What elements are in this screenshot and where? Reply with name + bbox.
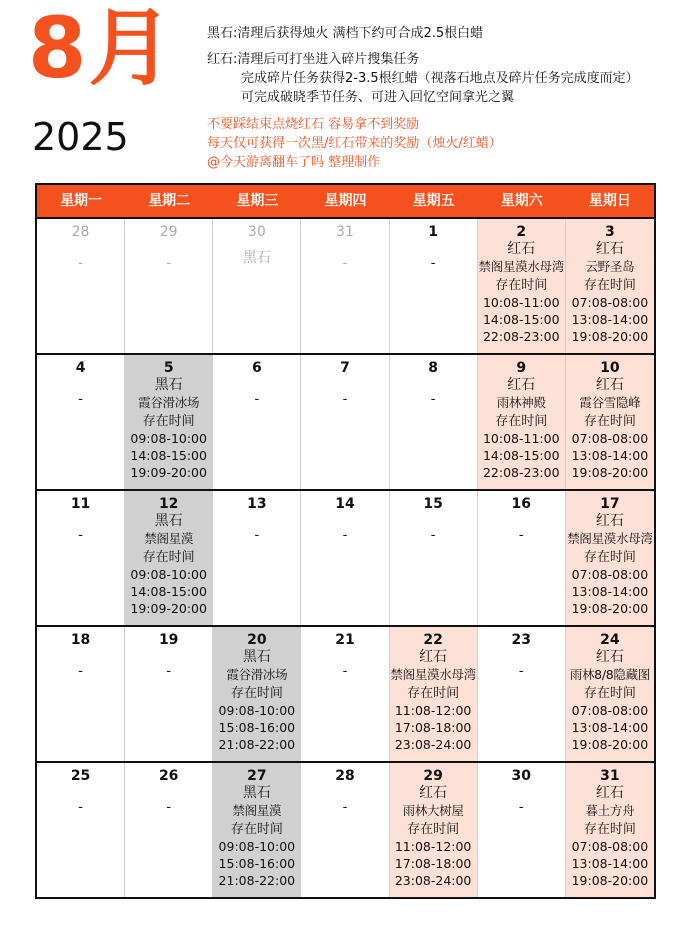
day-cell-black-stone [125, 491, 213, 625]
day-number: 29 [423, 768, 443, 784]
empty-dash: - [518, 800, 524, 815]
day-cell [301, 627, 389, 761]
time-slot: 23:08-24:00 [394, 873, 472, 888]
empty-dash: - [342, 528, 348, 543]
day-cell [301, 219, 389, 353]
stone-location: 霞谷滑冰场 [226, 667, 288, 682]
empty-dash: - [78, 664, 83, 679]
stone-type: 黑石 [242, 649, 271, 665]
day-number: 7 [340, 360, 350, 376]
time-slot: 23:08-24:00 [394, 737, 472, 752]
time-label: 存在时间 [230, 822, 283, 837]
stone-type: 红石 [419, 649, 448, 665]
day-cell [390, 355, 478, 489]
time-slot: 21:08-22:00 [218, 873, 296, 888]
time-slot: 07:08-08:00 [571, 295, 649, 310]
day-number: 22 [423, 632, 443, 648]
month-title: 8月 [28, 0, 175, 97]
time-slot: 14:08-15:00 [130, 584, 207, 599]
week-row [37, 491, 654, 627]
day-number: 26 [158, 768, 179, 784]
weekday-label: 星期六 [500, 193, 543, 209]
day-cell [37, 627, 125, 761]
weekday-label: 星期日 [588, 193, 631, 209]
stone-location: 云野圣岛 [585, 259, 635, 274]
time-slot: 19:08-20:00 [571, 465, 649, 480]
day-number: 31 [336, 224, 354, 240]
empty-dash: - [342, 392, 348, 407]
day-number: 10 [600, 360, 620, 376]
empty-dash: - [254, 392, 260, 407]
time-label: 存在时间 [407, 686, 460, 701]
empty-dash: - [342, 256, 348, 271]
day-cell [213, 355, 301, 489]
stone-type: 红石 [595, 241, 624, 257]
time-slot: 07:08-08:00 [571, 839, 649, 854]
time-slot: 19:08-20:00 [571, 737, 649, 752]
day-number: 24 [600, 632, 620, 648]
weekday-label: 星期四 [324, 193, 367, 209]
week-row [37, 355, 654, 491]
time-slot: 14:08-15:00 [482, 448, 560, 463]
empty-dash: - [166, 664, 172, 679]
day-cell-red-stone [566, 627, 654, 761]
empty-dash: - [342, 664, 348, 679]
empty-dash: - [166, 800, 172, 815]
time-slot: 19:09-20:00 [130, 601, 207, 616]
empty-dash: - [342, 800, 348, 815]
day-number: 13 [247, 496, 267, 512]
time-slot: 09:08-10:00 [130, 567, 207, 582]
empty-dash: - [518, 528, 524, 543]
day-number: 27 [247, 768, 267, 784]
empty-dash: - [78, 256, 83, 271]
time-label: 存在时间 [142, 550, 195, 565]
time-label: 存在时间 [583, 550, 636, 565]
empty-dash: - [78, 528, 83, 543]
time-slot: 17:08-18:00 [394, 720, 472, 735]
day-number: 12 [158, 496, 179, 512]
time-slot: 13:08-14:00 [571, 312, 649, 327]
stone-type: 黑石 [242, 785, 271, 801]
time-slot: 19:08-20:00 [571, 873, 649, 888]
time-label: 存在时间 [495, 414, 548, 429]
day-cell [478, 627, 566, 761]
stone-location: 禁阁星漠 [232, 803, 282, 818]
time-slot: 11:08-12:00 [394, 839, 472, 854]
day-number: 28 [335, 768, 355, 784]
stone-location: 霞谷滑冰场 [138, 395, 200, 410]
time-slot: 14:08-15:00 [130, 448, 207, 463]
note-black-stone: 黑石:清理后获得烛火 满档下约可合成2.5根白蜡 [207, 26, 484, 41]
day-number: 6 [251, 360, 262, 376]
week-row [37, 763, 654, 899]
day-number: 30 [511, 768, 531, 784]
empty-dash: - [78, 392, 83, 407]
time-slot: 13:08-14:00 [571, 448, 649, 463]
time-slot: 11:08-12:00 [394, 703, 472, 718]
time-label: 存在时间 [142, 414, 195, 429]
time-slot: 13:08-14:00 [571, 856, 649, 871]
day-cell [125, 763, 213, 897]
time-slot: 09:08-10:00 [130, 431, 207, 446]
time-slot: 13:08-14:00 [571, 720, 649, 735]
day-number: 19 [158, 632, 179, 648]
day-number: 30 [247, 224, 266, 240]
note-red-stone-extra: 可完成破晓季节任务、可进入回忆空间拿光之翼 [241, 90, 515, 105]
time-slot: 15:08-16:00 [218, 720, 296, 735]
stone-type: 红石 [595, 649, 624, 665]
calendar-grid [35, 183, 656, 899]
note-red-stone-reward: 完成碎片任务获得2-3.5根红蜡（视落石地点及碎片任务完成度而定） [241, 71, 639, 86]
day-cell [301, 355, 389, 489]
day-number: 29 [159, 224, 178, 240]
weekday-label: 星期三 [236, 193, 279, 209]
stone-location: 禁阁星漠 [144, 531, 194, 546]
day-cell [125, 219, 213, 353]
time-slot: 17:08-18:00 [394, 856, 472, 871]
day-cell-red-stone [566, 219, 654, 353]
time-slot: 10:08-11:00 [482, 431, 560, 446]
day-cell-red-stone [478, 355, 566, 489]
day-cell [213, 491, 301, 625]
time-label: 存在时间 [495, 278, 548, 293]
stone-location: 禁阁星漠水母湾 [390, 667, 476, 682]
weekday-label: 星期一 [60, 193, 103, 209]
day-cell [478, 491, 566, 625]
weekday-header [37, 185, 654, 219]
day-number: 17 [600, 496, 620, 512]
time-slot: 07:08-08:00 [571, 431, 649, 446]
warning-note: 不要踩结束点烧红石 容易拿不到奖励 [207, 117, 420, 132]
stone-type: 黑石 [154, 377, 183, 393]
day-number: 18 [70, 632, 91, 648]
stone-type: 红石 [595, 513, 624, 529]
stone-location: 禁阁星漠水母湾 [478, 259, 564, 274]
day-cell-black-stone [125, 355, 213, 489]
day-cell-black-stone [213, 627, 301, 761]
stone-type: 红石 [507, 241, 536, 257]
weekday-label: 星期五 [412, 193, 455, 209]
day-cell-red-stone [566, 491, 654, 625]
time-slot: 09:08-10:00 [218, 703, 296, 718]
time-slot: 21:08-22:00 [218, 737, 296, 752]
time-slot: 14:08-15:00 [482, 312, 560, 327]
weekday-label: 星期二 [148, 193, 191, 209]
day-number: 25 [70, 768, 91, 784]
time-slot: 22:08-23:00 [482, 465, 560, 480]
empty-dash: - [254, 528, 260, 543]
time-label: 存在时间 [583, 822, 636, 837]
day-cell-red-stone [478, 219, 566, 353]
day-number: 9 [516, 360, 527, 376]
stone-location: 禁阁星漠水母湾 [567, 531, 653, 546]
day-number: 11 [70, 496, 91, 512]
day-cell [37, 763, 125, 897]
time-label: 存在时间 [230, 686, 283, 701]
day-number: 31 [600, 768, 620, 784]
day-cell [390, 491, 478, 625]
time-slot: 19:09-20:00 [130, 465, 207, 480]
day-cell-red-stone [390, 763, 478, 897]
time-slot: 19:08-20:00 [571, 601, 649, 616]
time-slot: 22:08-23:00 [482, 329, 560, 344]
time-slot: 07:08-08:00 [571, 703, 649, 718]
day-number: 21 [335, 632, 355, 648]
stone-type: 红石 [507, 377, 536, 393]
day-number: 16 [511, 496, 531, 512]
time-slot: 19:08-20:00 [571, 329, 649, 344]
day-cell [37, 355, 125, 489]
year-title: 2025 [32, 115, 129, 159]
empty-dash: - [430, 528, 436, 543]
week-row [37, 627, 654, 763]
day-number: 2 [516, 224, 527, 240]
time-slot: 09:08-10:00 [218, 839, 296, 854]
day-cell [478, 763, 566, 897]
day-cell [125, 627, 213, 761]
stone-type: 红石 [595, 785, 624, 801]
day-cell [213, 219, 301, 353]
empty-dash: - [518, 664, 524, 679]
time-label: 存在时间 [583, 414, 636, 429]
credit-note: @今天游离翻车了吗 整理制作 [207, 155, 381, 170]
day-cell [301, 763, 389, 897]
stone-type: 红石 [595, 377, 624, 393]
stone-type: 黑石 [242, 250, 271, 266]
stone-type: 红石 [419, 785, 448, 801]
time-label: 存在时间 [583, 278, 636, 293]
empty-dash: - [430, 256, 436, 271]
time-label: 存在时间 [407, 822, 460, 837]
notes-block [207, 24, 639, 172]
stone-location: 雨林大树屋 [402, 803, 464, 818]
day-cell [301, 491, 389, 625]
day-cell [390, 219, 478, 353]
day-number: 8 [428, 360, 438, 376]
time-slot: 13:08-14:00 [571, 584, 649, 599]
day-cell [37, 219, 125, 353]
stone-location: 霞谷雪隐峰 [579, 395, 641, 410]
day-number: 20 [247, 632, 267, 648]
day-number: 3 [605, 224, 615, 240]
empty-dash: - [78, 800, 83, 815]
day-cell-red-stone [390, 627, 478, 761]
week-row [37, 219, 654, 355]
time-slot: 07:08-08:00 [571, 567, 649, 582]
daily-limit-note: 每天仅可获得一次黑/红石带来的奖励（烛火/红蜡） [207, 136, 502, 151]
stone-type: 黑石 [154, 513, 183, 529]
day-cell [37, 491, 125, 625]
day-number: 23 [511, 632, 531, 648]
day-cell-red-stone [566, 763, 654, 897]
day-cell-black-stone [213, 763, 301, 897]
empty-dash: - [430, 392, 436, 407]
day-number: 15 [423, 496, 443, 512]
day-number: 28 [71, 224, 90, 240]
stone-location: 暮土方舟 [585, 803, 635, 818]
empty-dash: - [166, 256, 172, 271]
day-number: 14 [335, 496, 355, 512]
stone-location: 雨林神殿 [496, 395, 546, 410]
note-red-stone: 红石:清理后可打坐进入碎片搜集任务 [207, 52, 420, 67]
day-number: 5 [163, 360, 174, 376]
time-label: 存在时间 [583, 686, 636, 701]
time-slot: 15:08-16:00 [218, 856, 296, 871]
stone-location: 雨林8/8隐藏图 [569, 667, 650, 682]
day-number: 1 [428, 224, 438, 240]
day-number: 4 [75, 360, 86, 376]
time-slot: 10:08-11:00 [482, 295, 560, 310]
day-cell-red-stone [566, 355, 654, 489]
